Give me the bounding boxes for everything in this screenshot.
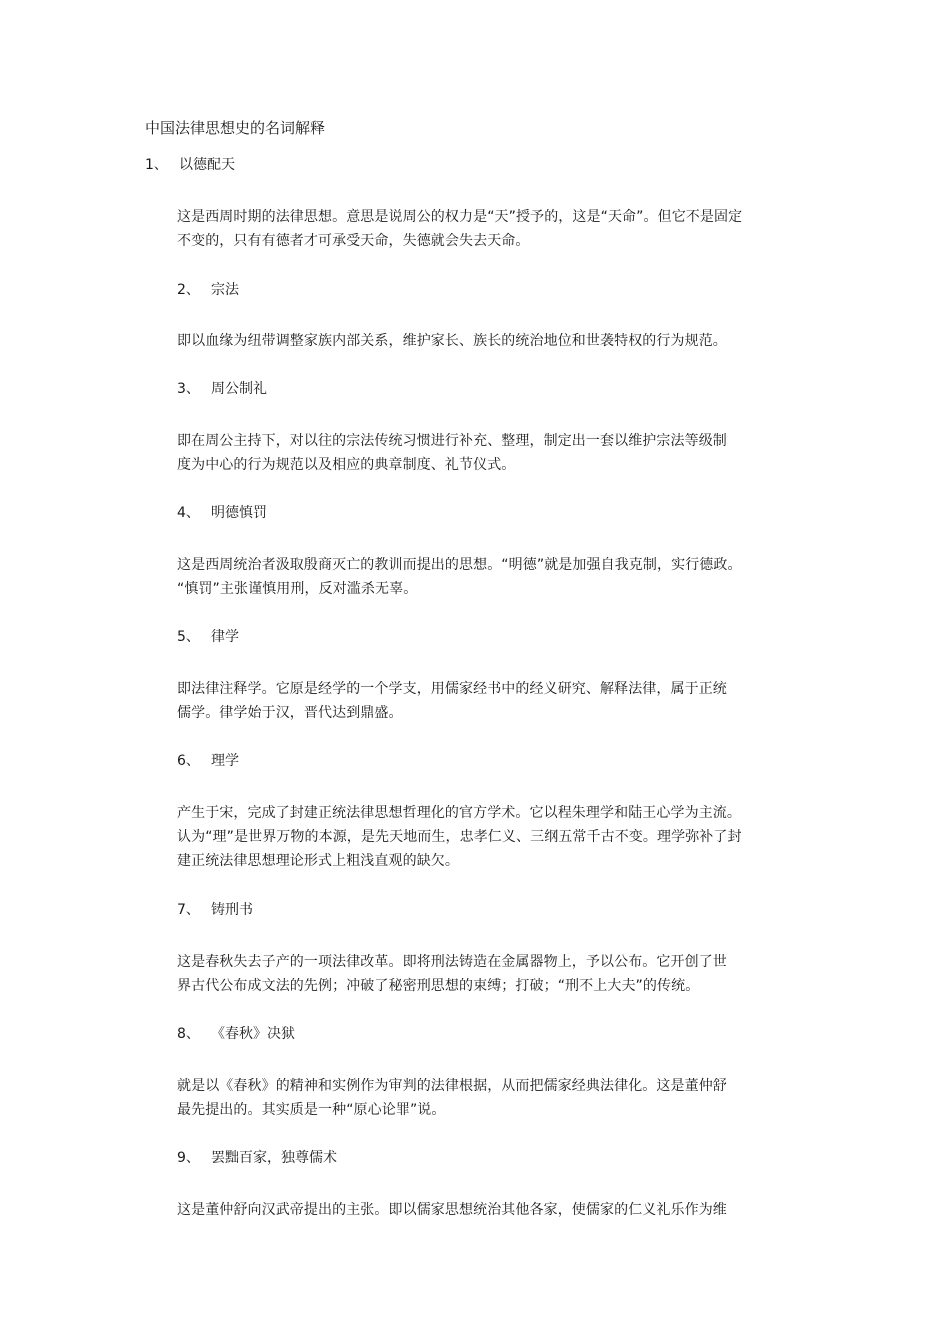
definition-line: 即法律注释学。它原是经学的一个学支，用儒家经书中的经义研究、解释法律，属于正统 [177,681,727,697]
entry-number: 3、 [177,381,200,397]
entry-heading-6 [177,751,239,771]
entry-heading-4 [177,503,267,523]
entry-definition-4 [177,553,827,601]
entry-definition-9 [177,1198,827,1222]
definition-line: 这是春秋失去子产的一项法律改革。即将刑法铸造在金属器物上，予以公布。它开创了世 [177,954,727,970]
definition-line: 不变的，只有有德者才可承受天命，失德就会失去天命。 [177,233,530,249]
definition-line: 界古代公布成文法的先例；冲破了秘密刑思想的束缚；打破；“刑不上大夫”的传统。 [177,978,700,994]
definition-line: 就是以《春秋》的精神和实例作为审判的法律根据，从而把儒家经典法律化。这是董仲舒 [177,1078,727,1094]
entry-heading-1 [145,155,235,175]
entry-definition-3 [177,429,827,477]
entry-heading-7 [177,900,253,920]
definition-line: 这是西周时期的法律思想。意思是说周公的权力是“天”授予的，这是“天命”。但它不是固定 [177,209,743,225]
entry-term: 律学 [211,629,239,645]
entry-heading-9 [177,1148,337,1168]
entry-term: 周公制礼 [211,381,267,397]
definition-line: 即在周公主持下，对以往的宗法传统习惯进行补充、整理，制定出一套以维护宗法等级制 [177,433,727,449]
entry-number: 4、 [177,505,200,521]
entry-term: 以德配天 [179,157,235,173]
definition-line: 建正统法律思想理论形式上粗浅直观的缺欠。 [177,853,459,869]
entry-term: 明德慎罚 [211,505,267,521]
entry-number: 7、 [177,902,200,918]
definition-line: 儒学。律学始于汉，晋代达到鼎盛。 [177,705,403,721]
entry-number: 1、 [145,157,168,173]
entry-term: 宗法 [211,282,239,298]
entry-heading-3 [177,379,267,399]
definition-line: “慎罚”主张谨慎用刑，反对滥杀无辜。 [177,581,418,597]
entry-definition-2 [177,329,827,353]
definition-line: 度为中心的行为规范以及相应的典章制度、礼节仪式。 [177,457,516,473]
definition-line: 认为“理”是世界万物的本源，是先天地而生，忠孝仁义、三纲五常千古不变。理学弥补了封 [177,829,742,845]
document-title: 中国法律思想史的名词解释 [145,119,326,137]
entry-definition-7 [177,950,827,998]
entry-heading-2 [177,280,239,300]
entry-heading-5 [177,627,239,647]
entry-term: 铸刑书 [211,902,253,918]
entry-definition-5 [177,677,827,725]
entry-term: 理学 [211,753,239,769]
definition-line: 产生于宋，完成了封建正统法律思想哲理化的官方学术。它以程朱理学和陆王心学为主流。 [177,805,741,821]
definition-line: 即以血缘为纽带调整家族内部关系，维护家长、族长的统治地位和世袭特权的行为规范。 [177,333,727,349]
entry-definition-8 [177,1074,827,1122]
definition-line: 最先提出的。其实质是一种“原心论罪”说。 [177,1102,446,1118]
entry-heading-8 [177,1024,295,1044]
entry-term: 罢黜百家，独尊儒术 [211,1150,337,1166]
entry-number: 5、 [177,629,200,645]
entry-definition-1 [177,205,827,253]
definition-line: 这是西周统治者汲取殷商灭亡的教训而提出的思想。“明德”就是加强自我克制，实行德政。 [177,557,742,573]
definition-line: 这是董仲舒向汉武帝提出的主张。即以儒家思想统治其他各家，使儒家的仁义礼乐作为维 [177,1202,727,1218]
entry-number: 6、 [177,753,200,769]
entry-definition-6 [177,801,827,873]
entry-term: 《春秋》决狱 [211,1026,295,1042]
entry-number: 2、 [177,282,200,298]
entry-number: 8、 [177,1026,200,1042]
entry-number: 9、 [177,1150,200,1166]
